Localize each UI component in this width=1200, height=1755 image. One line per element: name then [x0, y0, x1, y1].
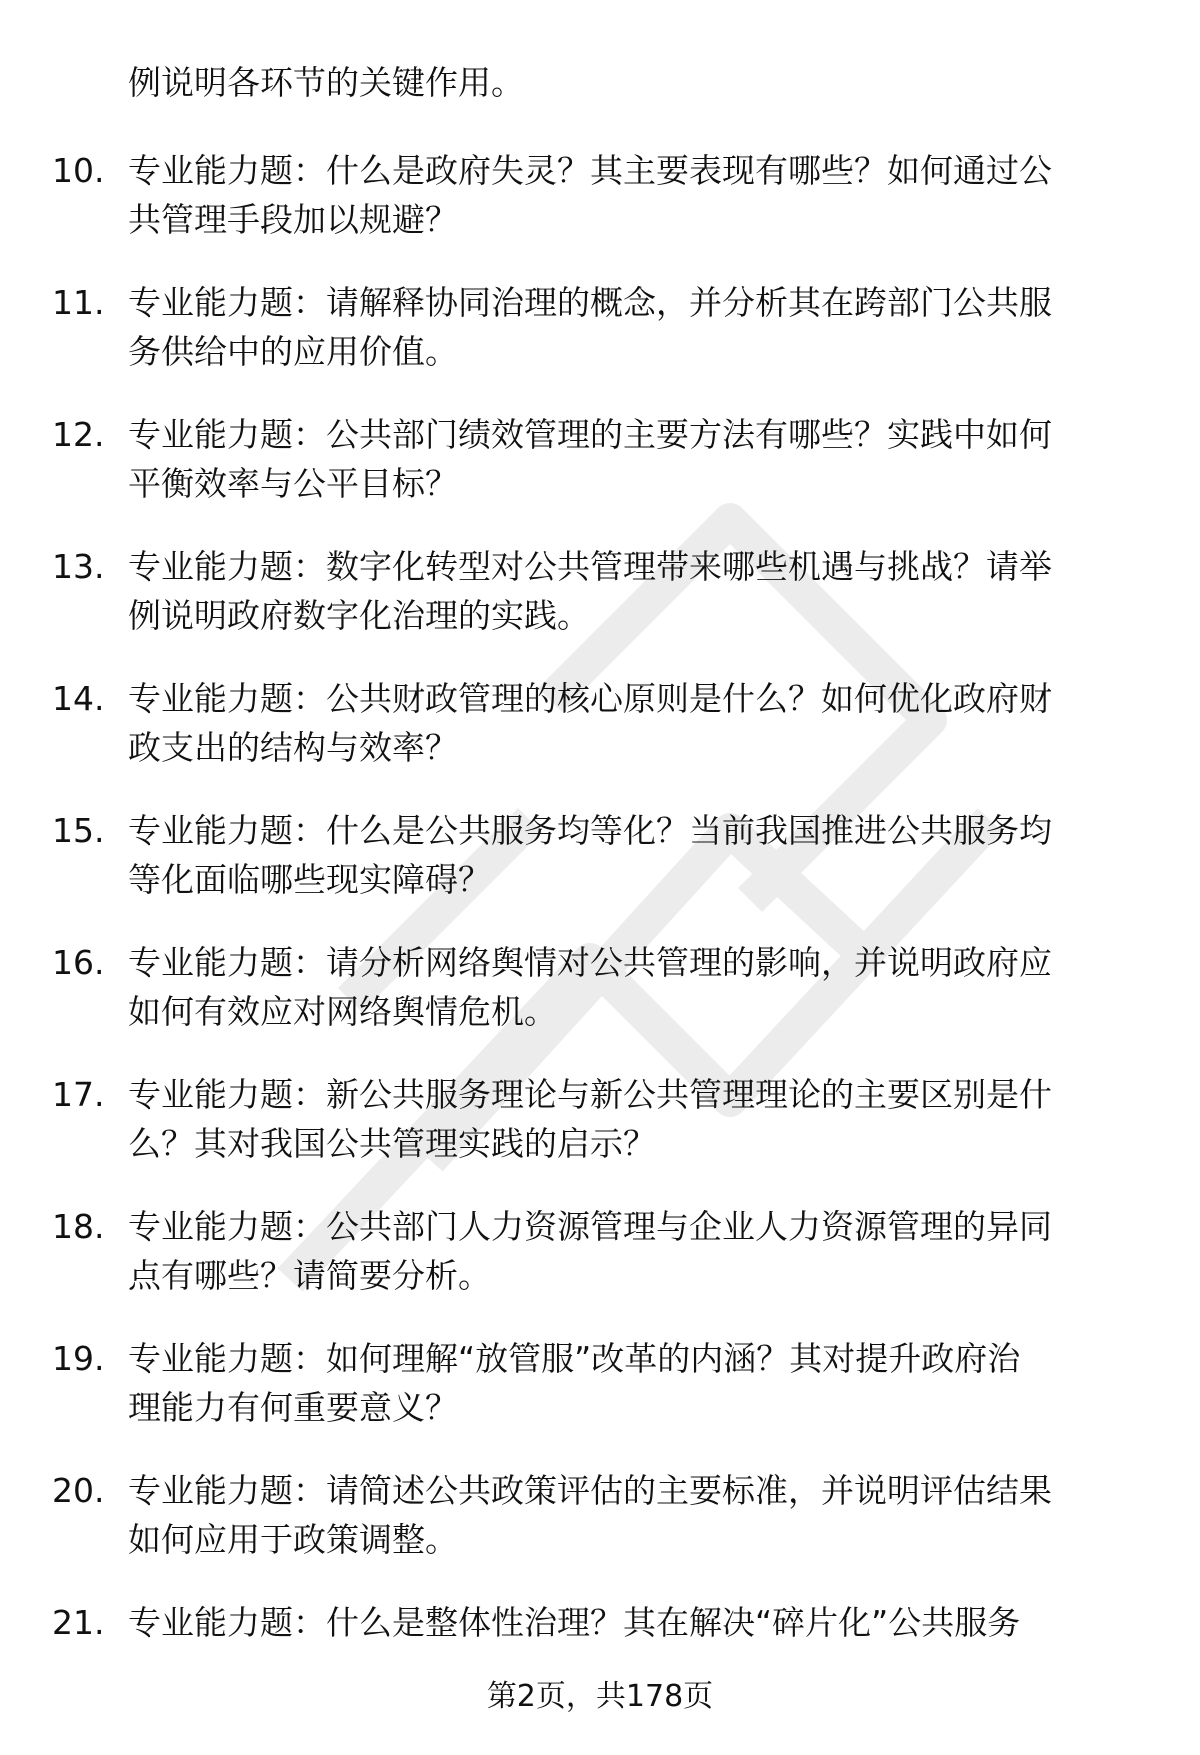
question-text-line: 政支出的结构与效率？: [128, 728, 458, 767]
question-text: [128, 806, 1138, 904]
question-number: 19.: [52, 1339, 105, 1378]
question-item: [0, 404, 1200, 536]
question-number: 15.: [52, 811, 105, 850]
question-text-line: 如何应用于政策调整。: [128, 1520, 458, 1559]
question-text-line: 例说明政府数字化治理的实践。: [128, 596, 590, 635]
question-text: [128, 1202, 1138, 1300]
question-item: [0, 272, 1200, 404]
question-text-line: 专业能力题：请简述公共政策评估的主要标准，并说明评估结果: [128, 1471, 1052, 1510]
question-number: 17.: [52, 1075, 105, 1114]
question-text-line: 专业能力题：数字化转型对公共管理带来哪些机遇与挑战？请举: [128, 547, 1052, 586]
question-text-line: 理能力有何重要意义？: [128, 1388, 458, 1427]
question-text-line: 专业能力题：什么是整体性治理？其在解决“碎片化”公共服务: [128, 1603, 1021, 1642]
question-number: 11.: [52, 283, 105, 322]
question-text-line: 点有哪些？请简要分析。: [128, 1256, 491, 1295]
question-text-line: 如何有效应对网络舆情危机。: [128, 992, 557, 1031]
question-text-line: 专业能力题：公共部门人力资源管理与企业人力资源管理的异同: [128, 1207, 1052, 1246]
question-number: 13.: [52, 547, 105, 586]
question-item: [0, 1328, 1200, 1460]
question-number: 14.: [52, 679, 105, 718]
continuation-line: 例说明各环节的关键作用。: [128, 63, 524, 102]
question-text-line: 平衡效率与公平目标？: [128, 464, 458, 503]
question-text: [128, 1334, 1138, 1432]
question-number: 16.: [52, 943, 105, 982]
question-text-line: 专业能力题：公共部门绩效管理的主要方法有哪些？实践中如何: [128, 415, 1052, 454]
question-text-line: 专业能力题：如何理解“放管服”改革的内涵？其对提升政府治: [128, 1339, 1021, 1378]
question-number: 21.: [52, 1603, 105, 1642]
question-text: [128, 542, 1138, 640]
question-text-line: 等化面临哪些现实障碍？: [128, 860, 491, 899]
question-item: [0, 1064, 1200, 1196]
question-number: 18.: [52, 1207, 105, 1246]
question-number: 10.: [52, 151, 105, 190]
question-text-line: 么？其对我国公共管理实践的启示？: [128, 1124, 656, 1163]
question-text-line: 务供给中的应用价值。: [128, 332, 458, 371]
question-text: [128, 938, 1138, 1036]
question-text: [128, 1070, 1138, 1168]
question-text-line: 专业能力题：新公共服务理论与新公共管理理论的主要区别是什: [128, 1075, 1052, 1114]
question-text-line: 专业能力题：公共财政管理的核心原则是什么？如何优化政府财: [128, 679, 1052, 718]
question-text: [128, 410, 1138, 508]
question-text: [128, 278, 1138, 376]
question-item: [0, 1196, 1200, 1328]
question-text: [128, 1598, 1138, 1647]
question-text: [128, 674, 1138, 772]
question-list: [0, 140, 1200, 1724]
question-text: [128, 146, 1138, 244]
question-text-line: 专业能力题：什么是政府失灵？其主要表现有哪些？如何通过公: [128, 151, 1052, 190]
question-item: [0, 668, 1200, 800]
question-text: [128, 1466, 1138, 1564]
question-number: 12.: [52, 415, 105, 454]
question-item: [0, 536, 1200, 668]
question-item: [0, 932, 1200, 1064]
question-item: [0, 140, 1200, 272]
page-footer: 第2页，共178页: [486, 1679, 714, 1714]
question-text-line: 专业能力题：什么是公共服务均等化？当前我国推进公共服务均: [128, 811, 1052, 850]
question-text-line: 共管理手段加以规避？: [128, 200, 458, 239]
question-text-line: 专业能力题：请分析网络舆情对公共管理的影响，并说明政府应: [128, 943, 1052, 982]
question-item: [0, 1460, 1200, 1592]
question-text-line: 专业能力题：请解释协同治理的概念，并分析其在跨部门公共服: [128, 283, 1052, 322]
question-item: [0, 800, 1200, 932]
question-number: 20.: [52, 1471, 105, 1510]
